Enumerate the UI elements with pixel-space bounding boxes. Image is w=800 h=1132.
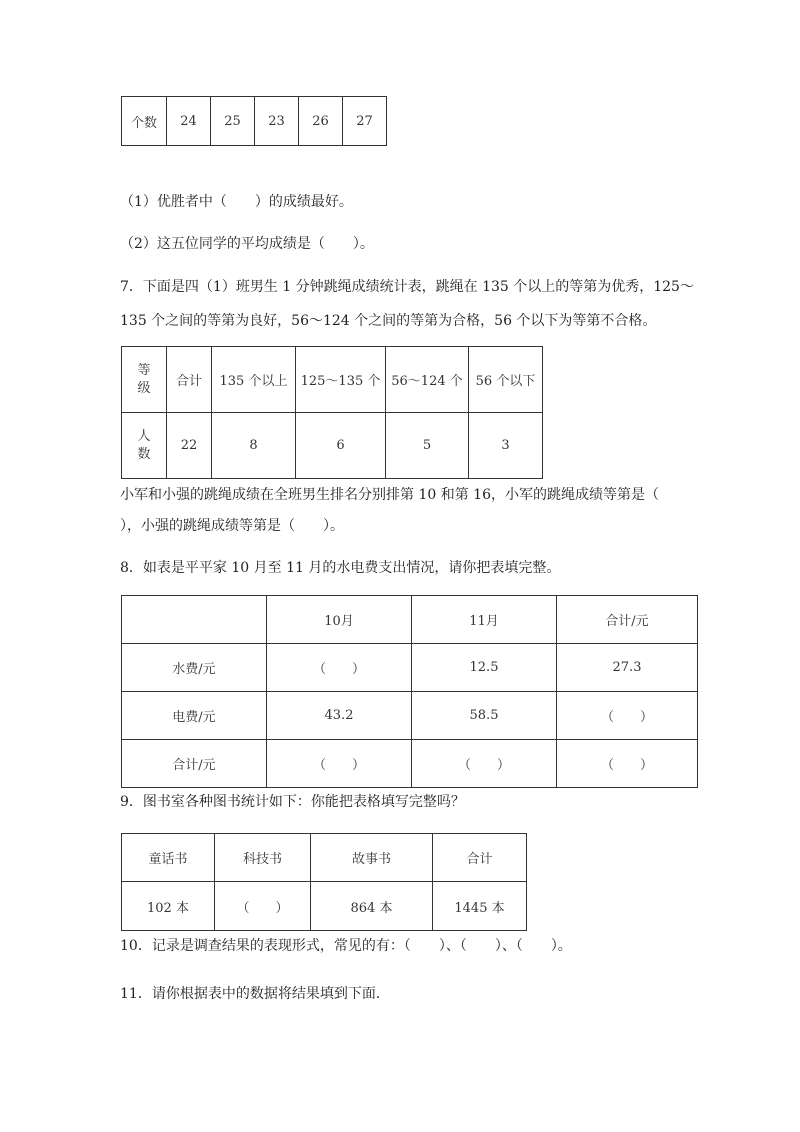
table-cell: 43.2 <box>267 692 412 740</box>
table-cell: 6 <box>296 413 386 479</box>
header-cell: 合计/元 <box>557 596 698 644</box>
blank-cell: （ ） <box>412 740 557 788</box>
book-count-table <box>121 833 527 931</box>
utility-fee-table <box>121 595 698 788</box>
header-cell: 童话书 <box>122 834 215 882</box>
table-cell: 23 <box>255 97 299 146</box>
table-cell: 25 <box>211 97 255 146</box>
table-row <box>122 347 543 413</box>
blank-cell: （ ） <box>557 692 698 740</box>
q6-part1: （1）优胜者中（ ）的成绩最好。 <box>120 194 353 210</box>
jump-rope-table <box>121 346 543 479</box>
grade-char-1: 等 <box>137 362 151 378</box>
header-cell <box>122 596 267 644</box>
blank-cell: （ ） <box>267 740 412 788</box>
table-cell: 26 <box>299 97 343 146</box>
table-cell: 3 <box>469 413 543 479</box>
table-cell: 5 <box>386 413 469 479</box>
table-row <box>122 413 543 479</box>
q7-after-line1: 小军和小强的跳绳成绩在全班男生排名分别排第 10 和第 16，小军的跳绳成绩等第是（ <box>120 487 659 503</box>
count-char-1: 人 <box>137 428 151 444</box>
table-row <box>122 740 698 788</box>
table-row <box>122 834 527 882</box>
header-cell: 故事书 <box>311 834 433 882</box>
table-cell: 12.5 <box>412 644 557 692</box>
q11-text: 11．请你根据表中的数据将结果填到下面. <box>120 986 381 1002</box>
header-cell: 125～135 个 <box>296 347 386 413</box>
header-cell: 合计 <box>433 834 527 882</box>
q9-text: 9．图书室各种图书统计如下：你能把表格填写完整吗？ <box>120 794 465 810</box>
header-cell: 56 个以下 <box>469 347 543 413</box>
table-row <box>122 882 527 931</box>
table-cell: 27 <box>343 97 387 146</box>
row-label: 个数 <box>122 97 167 146</box>
blank-cell: （ ） <box>215 882 311 931</box>
header-cell: 135 个以上 <box>212 347 296 413</box>
count-char-2: 数 <box>137 446 151 462</box>
table-cell: 8 <box>212 413 296 479</box>
grade-char-2: 级 <box>137 380 151 396</box>
table-cell: 58.5 <box>412 692 557 740</box>
q7-text-line1: 7．下面是四（1）班男生 1 分钟跳绳成绩统计表，跳绳在 135 个以上的等第为优秀，125～ <box>120 279 694 295</box>
q6-part2: （2）这五位同学的平均成绩是（ ）。 <box>120 236 374 252</box>
header-cell: 10月 <box>267 596 412 644</box>
header-cell: 56～124 个 <box>386 347 469 413</box>
table-row <box>122 692 698 740</box>
grade-header-cell <box>122 347 167 413</box>
table-cell: 102 本 <box>122 882 215 931</box>
q7-text-line2: 135 个之间的等第为良好，56～124 个之间的等第为合格，56 个以下为等第不合格。 <box>120 313 657 329</box>
table-cell: 1445 本 <box>433 882 527 931</box>
q7-after-line2: ），小强的跳绳成绩等第是（ ）。 <box>120 518 344 534</box>
table-row <box>122 97 387 146</box>
table-cell: 24 <box>167 97 211 146</box>
row-label: 合计/元 <box>122 740 267 788</box>
table-cell: 22 <box>167 413 212 479</box>
q8-text: 8．如表是平平家 10 月至 11 月的水电费支出情况，请你把表填完整。 <box>120 560 561 576</box>
q10-text: 10．记录是调查结果的表现形式，常见的有：（ ）、（ ）、（ ）。 <box>120 938 572 954</box>
blank-cell: （ ） <box>557 740 698 788</box>
table-cell: 27.3 <box>557 644 698 692</box>
header-cell: 科技书 <box>215 834 311 882</box>
blank-cell: （ ） <box>267 644 412 692</box>
count-header-cell <box>122 413 167 479</box>
score-count-table <box>121 96 387 146</box>
row-label: 水费/元 <box>122 644 267 692</box>
table-cell: 864 本 <box>311 882 433 931</box>
header-cell: 11月 <box>412 596 557 644</box>
row-label: 电费/元 <box>122 692 267 740</box>
header-cell: 合计 <box>167 347 212 413</box>
table-row <box>122 644 698 692</box>
table-row <box>122 596 698 644</box>
